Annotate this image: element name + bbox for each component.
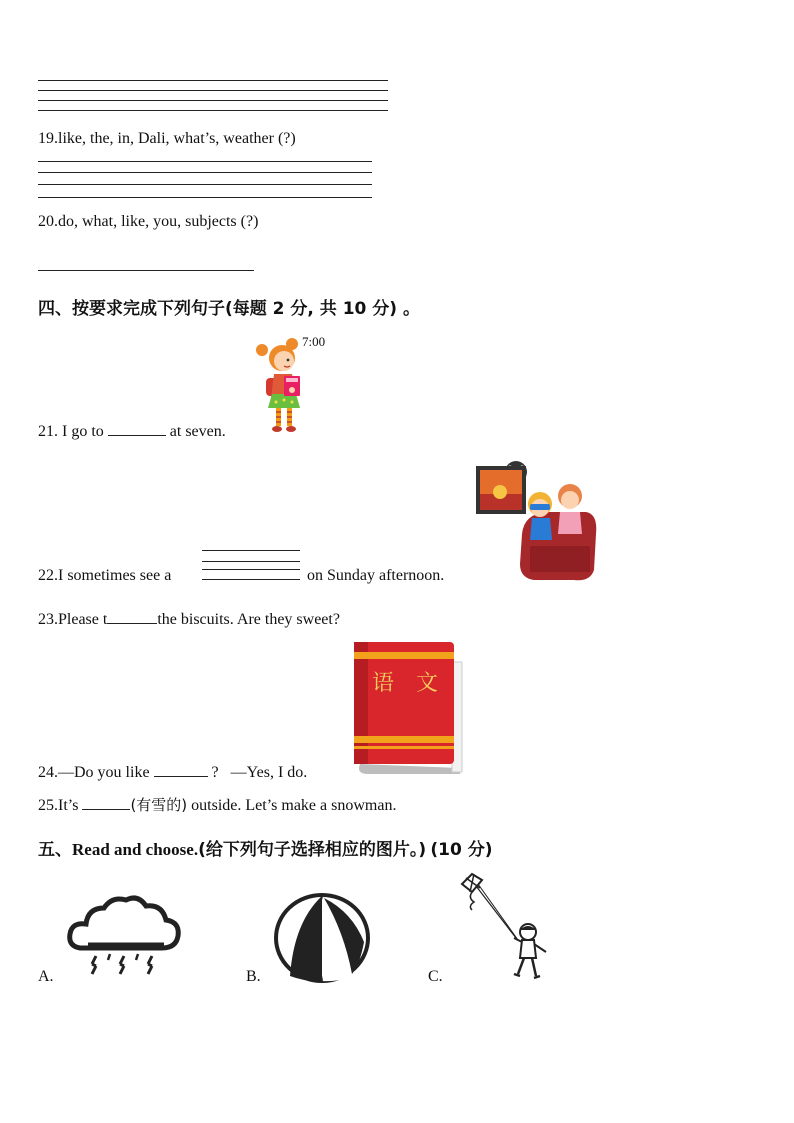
question-number: 24. <box>38 764 58 781</box>
sentence-before: Please t <box>58 611 108 628</box>
sentence-before: . I go to <box>54 423 104 440</box>
chinese-hint: (有雪的) <box>130 796 188 814</box>
section-5-heading <box>38 835 493 860</box>
sentence-before: I sometimes see a <box>58 567 172 584</box>
answer-blank[interactable] <box>107 608 157 624</box>
book-title-char-2: 文 <box>416 671 439 696</box>
section-5-title-zh: (给下列句子选择相应的图片。) <box>198 840 427 860</box>
sentence-before: It’s <box>58 797 79 814</box>
scrambled-words: like, the, in, Dali, what’s, weather (?) <box>58 130 296 147</box>
scrambled-words: do, what, like, you, subjects (?) <box>58 213 259 230</box>
kids-at-cinema-icon <box>474 460 602 582</box>
sentence-before: —Do you like <box>58 764 150 781</box>
section-4-heading: 四、按要求完成下列句子(每题 2 分, 共 10 分) 。 <box>38 299 420 319</box>
book-title-char-1: 语 <box>372 671 395 696</box>
answer-blank[interactable] <box>108 420 166 436</box>
sentence-after: —Yes, I do. <box>230 764 308 781</box>
question-number: 25. <box>38 797 58 814</box>
sentence-after: the biscuits. Are they sweet? <box>157 611 340 628</box>
beach-ball-icon <box>272 892 372 984</box>
clock-time-label: 7:00 <box>302 334 326 349</box>
question-24 <box>38 761 307 783</box>
answer-blank[interactable] <box>82 794 130 810</box>
sentence-mid: ? <box>211 764 219 781</box>
chinese-textbook-icon <box>352 640 464 774</box>
section-5-title-en: Read and choose. <box>72 840 199 859</box>
answer-line-20 <box>38 270 254 271</box>
girl-with-books-icon <box>254 336 306 436</box>
question-21 <box>38 420 226 442</box>
question-19 <box>38 129 296 149</box>
rain-cloud-icon <box>66 894 182 982</box>
sentence-after: at seven. <box>169 423 226 440</box>
question-22 <box>38 566 171 586</box>
sentence-after: outside. Let’s make a snowman. <box>191 797 397 814</box>
question-number: 22. <box>38 567 58 584</box>
question-25 <box>38 794 396 816</box>
option-c-label[interactable]: C. <box>428 968 443 985</box>
question-23 <box>38 608 340 630</box>
question-number: 20. <box>38 213 58 230</box>
question-number: 23. <box>38 611 58 628</box>
option-b-label[interactable]: B. <box>246 968 261 985</box>
section-5-score: (10 分) <box>430 840 493 860</box>
question-20 <box>38 212 258 232</box>
boy-flying-kite-icon <box>454 870 554 984</box>
question-number: 19. <box>38 130 58 147</box>
section-5-prefix: 五、 <box>38 840 72 860</box>
question-number: 21 <box>38 423 54 440</box>
option-a-label[interactable]: A. <box>38 968 54 985</box>
question-22-after: on Sunday afternoon. <box>307 567 445 584</box>
answer-blank[interactable] <box>154 761 208 777</box>
